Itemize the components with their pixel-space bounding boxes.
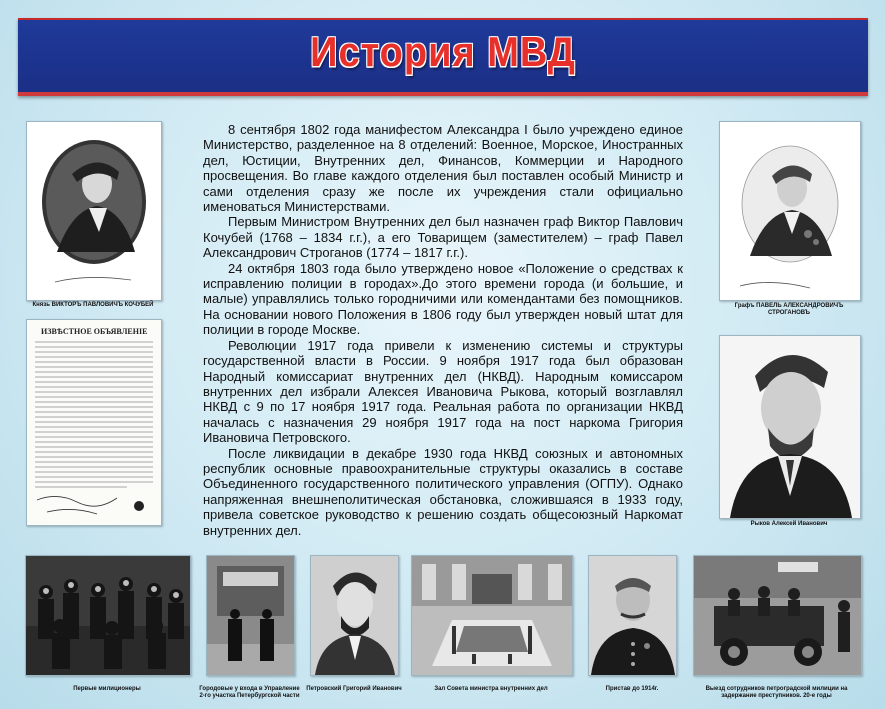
photo-pristav [588, 555, 677, 676]
paragraph-1: 8 сентября 1802 года манифестом Александра I было учреждено единое Министерство, разделенное на 8 отделений: Военное, Морское, Иностранных дел, Юстиции, Внутренних дел, Финансов, Коммерции и Народного просвещения. Во главе каждого отделения был поставлен особый Министр и сами отделения сразу же после их учреждения стали официально именоваться Министерствами. [203, 122, 683, 215]
caption-stroganov: Графъ ПАВЕЛЬ АЛЕКСАНДРОВИЧЪ СТРОГАНОВЪ [734, 303, 844, 316]
photo-pristav-image [589, 556, 676, 675]
photo-council-hall-image [412, 556, 572, 675]
document-heading: ИЗВѢСТНОЕ ОБЪЯВЛЕНІЕ [41, 327, 148, 336]
photo-raid-image [694, 556, 861, 675]
paragraph-4: Революции 1917 года привели к изменению системы и структуры государственной власти в России. 9 ноября 1917 года был образован Народный комиссариат внутренних дел (НКВД). Народным комиссаром внутренних дел избрали Алексея Ивановича Рыкова, который возглавлял НКВД с 9 по 17 ноября 1917 года. Реальная работа по организации НКВД началась с назначения 29 ноября 1917 года на пост наркома Григория Ивановича Петровского. [203, 337, 683, 446]
document-image [27, 320, 161, 525]
photo-policemen-image [207, 556, 294, 675]
portrait-stroganov-image [720, 122, 860, 300]
photo-petrovsky-image [311, 556, 398, 675]
title-banner [18, 18, 868, 96]
historic-document [26, 319, 162, 526]
portrait-rykov-image [720, 336, 860, 518]
caption-petrovsky: Петровский Григорий Иванович [306, 686, 402, 692]
caption-kochubey: Князь ВИКТОРЪ ПАВЛОВИЧЪ КОЧУБЕЙ [32, 302, 154, 308]
photo-first-militia [25, 555, 191, 676]
portrait-kochubey [26, 121, 162, 301]
caption-petrograd-militia-raid: Выезд сотрудников петроградской милиции на задержание преступников. 20-е годы [705, 686, 848, 699]
caption-first-militia: Первые милиционеры [73, 686, 141, 692]
photo-first-militia-image [26, 556, 190, 675]
portrait-kochubey-image [27, 122, 161, 300]
caption-rykov: Рыков Алексей Иванович [750, 521, 828, 527]
caption-pristav: Пристав до 1914г. [605, 686, 659, 692]
photo-petrovsky [310, 555, 399, 676]
caption-council-hall: Зал Совета министра внутренних дел [434, 686, 548, 692]
portrait-stroganov [719, 121, 861, 301]
photo-policemen-at-entrance [206, 555, 295, 676]
portrait-rykov [719, 335, 861, 519]
photo-council-hall [411, 555, 573, 676]
history-text [203, 122, 683, 538]
caption-policemen-at-entrance: Городовые у входа в Управление 2-го участка Петербургской части [199, 686, 300, 699]
photo-petrograd-militia-raid [693, 555, 862, 676]
page-title: История МВД [310, 29, 576, 77]
paragraph-5: После ликвидации в декабре 1930 года НКВД союзных и автономных республик основные правоохранительные структуры оказались в составе Объединенного государственного политического управления (ОГПУ). Однако напряженная внешнеполитическая обстановка, сложившаяся в 1933 году, привела советское руководство к решению создать общесоюзный Наркомат внутренних дел. [203, 445, 683, 538]
paragraph-2: Первым Министром Внутренних дел был назначен граф Виктор Павлович Кочубей (1768 – 1834 г.г.), а его Товарищем (заместителем) – граф Павел Александрович Строганов (1774 – 1817 г.г.). [203, 214, 683, 261]
paragraph-3: 24 октября 1803 года было утверждено новое «Положение о средствах к исправлению полиции в городах».До этого времени города (и большие, и малые) управлялись только городничими или комендантами без помощников. На основании нового Положения в 1806 году был утвержден новый штат для полиции в городе Москве. [203, 260, 683, 338]
